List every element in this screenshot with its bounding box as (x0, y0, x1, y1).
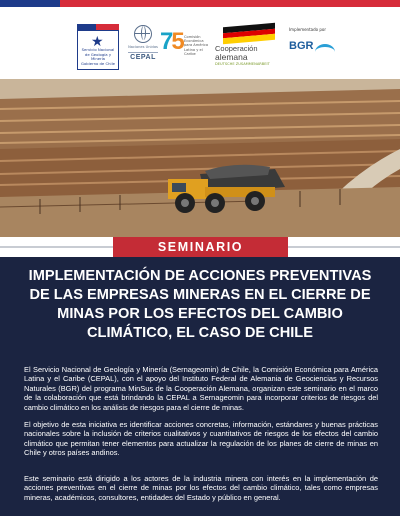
coop-line2: alemana (215, 52, 248, 62)
sernageomin-logo (77, 24, 119, 70)
un-globe-icon (134, 25, 152, 43)
cepal-wordmark: CEPAL (128, 52, 158, 61)
cooperacion-alemana-logo (215, 25, 283, 73)
implemented-by-label: Implementado por (289, 27, 326, 32)
seminar-banner (0, 237, 400, 257)
mine-hero-photo (0, 79, 400, 237)
logo-band (0, 7, 400, 79)
seminar-title: IMPLEMENTACIÓN DE ACCIONES PREVENTIVAS DE LAS EMPRESAS MINERAS EN EL CIERRE DE MINAS POR LOS EFECTOS DEL CAMBIO CLIMÁTICO, EL CASO DE CHILE (28, 268, 372, 341)
mine-illustration (0, 79, 400, 237)
anniversary-number: 75 (160, 28, 183, 55)
paragraph-audience: Este seminario está dirigido a los actores de la industria minera con interés en la implementación de acciones preventivas en el cierre de minas por los efectos del cambio climático, tales como empresas mineras, académicos, consultores, entidades del Estado y público en general. (24, 474, 378, 502)
paragraph-organizers: El Servicio Nacional de Geología y Minería (Sernageomin) de Chile, la Comisión Económica para América Latina y el Caribe (CEPAL), con el apoyo del Instituto Federal de Alemania de Geociencias y Recursos Naturales (BGR) del programa MinSus de la Cooperación Alemana, organizan este seminario en el marco de la colaboración que está brindando la CEPAL a Sernageomin para incorporar criterios de riesgos del cambio climático en los análisis de riesgos para el cierre de minas. (24, 365, 378, 412)
bgr-wordmark: BGR (289, 40, 314, 52)
bgr-arc-icon (315, 44, 335, 60)
strip-red (60, 0, 400, 7)
cepal-logo (128, 25, 158, 67)
sernageomin-text: Servicio Nacional de Geología y Minería Gobierno de Chile (81, 47, 115, 66)
cepal-75-logo (160, 29, 210, 69)
anniversary-text: Comisión Económica para América Latina y el Caribe (184, 35, 209, 56)
bgr-logo (289, 27, 339, 71)
paragraph-objective: El objetivo de esta iniciativa es identificar acciones concretas, información, estándares y buenas prácticas nacionales sobre la inclusión de criterios cualitativos y cuantitativos de riesgos de los efectos del cambio climático que permitan tener elementos para actualizar la regulación de los planes de cierre de minas en Chile y otros países andinos. (24, 420, 378, 458)
german-flag-icon (223, 23, 275, 45)
coop-line3: DEUTSCHE ZUSAMMENARBEIT (215, 62, 270, 66)
star-icon: ★ (91, 33, 104, 49)
content-panel (0, 257, 400, 516)
seminar-label: SEMINARIO (113, 237, 288, 257)
coop-line1: Cooperación (215, 44, 258, 53)
strip-blue (0, 0, 60, 7)
top-color-strip (0, 0, 400, 7)
un-name: Naciones Unidas (128, 45, 158, 49)
